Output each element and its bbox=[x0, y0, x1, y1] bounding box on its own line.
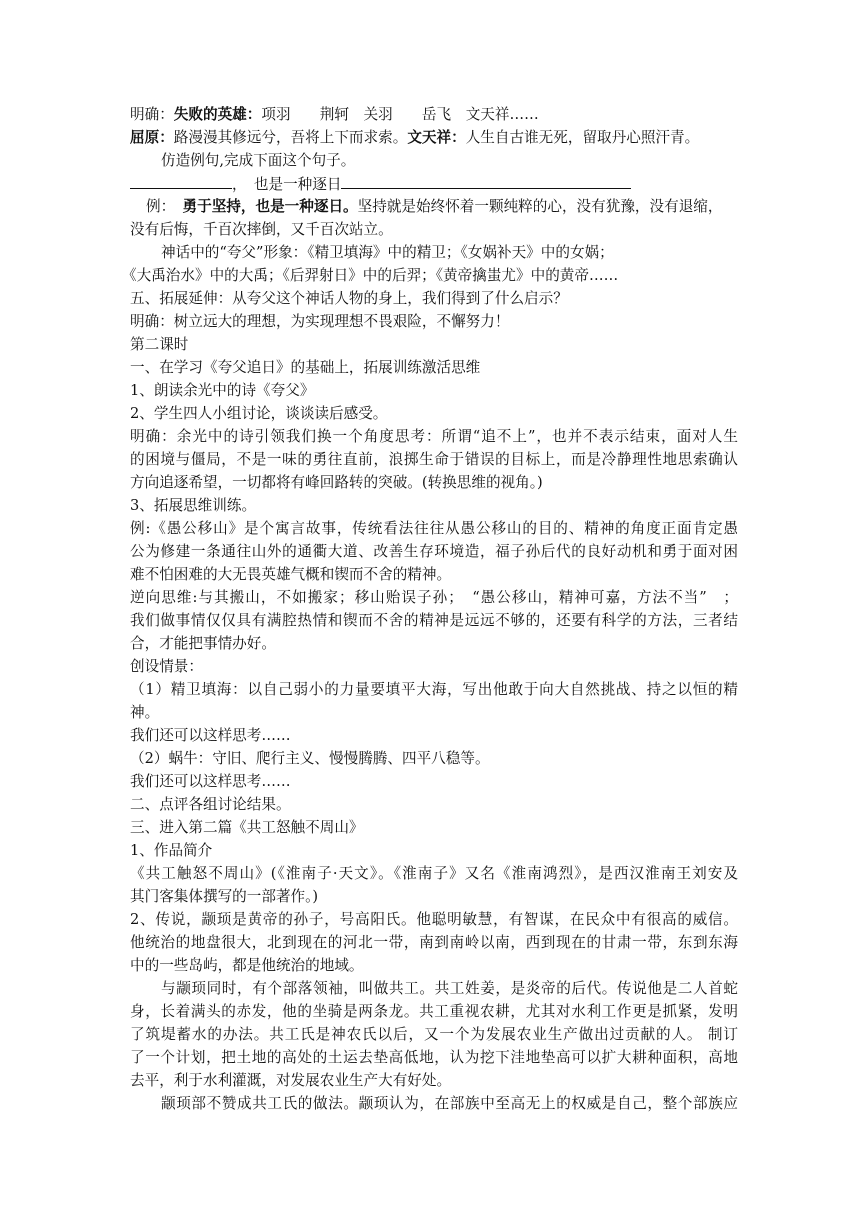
text: 人生自古谁无死，留取丹心照汗青。 bbox=[465, 129, 700, 146]
text-line: （1）精卫填海：以自己弱小的力量要填平大海，写出他敢于向大自然挑战、持之以恒的精 bbox=[130, 681, 738, 698]
text: 路漫漫其修远兮，吾将上下而求索。 bbox=[173, 129, 408, 146]
text-line: 公为修建一条通往山外的通衢大道、改善生存环境造，福子孙后代的良好动机和勇于面对困 bbox=[130, 543, 738, 560]
text-line: 的困境与僵局，不是一味的勇往直前，浪掷生命于错误的目标上，而是冷静理性地思索确认 bbox=[130, 451, 738, 468]
text-line: 神。 bbox=[130, 704, 160, 721]
bold-label: 勇于坚持，也是一种逐日。 bbox=[182, 198, 358, 215]
text: 明确： bbox=[130, 106, 174, 123]
text-line: 没有后悔，千百次摔倒，又千百次站立。 bbox=[130, 221, 393, 238]
text-line: 去平，利于水利灌溉，对发展农业生产大有好处。 bbox=[130, 1072, 452, 1089]
text-line: 了筑堤蓄水的办法。共工氏是神农氏以后，又一个为发展农业生产做出过贡献的人。 制订 bbox=[130, 1026, 738, 1043]
blank-line bbox=[130, 174, 232, 189]
text-line: 方向追逐希望，一切都将有峰回路转的突破。(转换思维的视角。) bbox=[130, 474, 543, 491]
bold-label: 文天祥： bbox=[407, 129, 466, 146]
paragraph-start: 与颛顼同时，有个部落领袖，叫做共工。共工姓姜，是炎帝的后代。传说他是二人首蛇 bbox=[161, 980, 738, 997]
text-line: （2）蜗牛：守旧、爬行主义、慢慢腾腾、四平八稳等。 bbox=[130, 750, 490, 767]
text-line: 3、拓展思维训练。 bbox=[130, 497, 257, 514]
section-heading: 二、点评各组讨论结果。 bbox=[130, 796, 291, 813]
text: 例： bbox=[146, 198, 168, 215]
text-line: 了一个计划，把土地的高处的土运去垫高低地，认为挖下洼地垫高可以扩大耕种面积，高地 bbox=[130, 1049, 738, 1066]
paragraph-start: 颛顼部不赞成共工氏的做法。颛顼认为，在部族中至高无上的权威是自己，整个部族应 bbox=[161, 1095, 738, 1112]
text-line: 我们还可以这样思考…… bbox=[130, 727, 291, 744]
text-line: 2、学生四人小组讨论，谈谈读后感受。 bbox=[130, 405, 388, 422]
fill-blank-line bbox=[130, 174, 631, 195]
text-line: 明确：余光中的诗引领我们换一个角度思考：所谓“追不上”，也并不表示结束，面对人生 bbox=[130, 428, 738, 445]
text-line: 神话中的“夸父”形象：《精卫填海》中的精卫；《女娲补天》中的女娲； bbox=[161, 244, 614, 261]
section-heading: 三、进入第二篇《共工怒触不周山》 bbox=[130, 819, 364, 836]
text-line: 难不怕困难的大无畏英雄气概和锲而不舍的精神。 bbox=[130, 566, 452, 583]
instruction: 仿造例句,完成下面这个句子。 bbox=[161, 152, 356, 169]
section-heading: 第二课时 bbox=[130, 336, 189, 353]
bold-label: 屈原： bbox=[130, 129, 174, 146]
bold-label: 失败的英雄： bbox=[173, 106, 262, 123]
answer-failed-heroes bbox=[130, 105, 539, 125]
text-line: 1、作品简介 bbox=[130, 842, 213, 859]
text-line: 我们做事情仅仅具有满腔热情和锲而不舍的精神是远远不够的，还要有科学的方法，三者结 bbox=[130, 612, 738, 629]
text-line: 合，才能把事情办好。 bbox=[130, 635, 276, 652]
text-line: 《大禹治水》中的大禹；《后羿射日》中的后羿；《黄帝擒蚩尤》中的黄帝…… bbox=[122, 267, 619, 284]
blank-line bbox=[341, 174, 631, 189]
text-line: 其门客集体撰写的一部著作。) bbox=[130, 888, 319, 905]
text-line: 明确：树立远大的理想，为实现理想不畏艰险，不懈努力！ bbox=[130, 313, 510, 330]
section-heading: 一、在学习《夸父追日》的基础上，拓展训练激活思维 bbox=[130, 359, 481, 376]
text-line: 创设情景： bbox=[130, 658, 203, 675]
text-line: 他统治的地盘很大，北到现在的河北一带，南到南岭以南，西到现在的甘肃一带，东到东海 bbox=[130, 934, 738, 951]
text: 项羽 荆轲 关羽 岳飞 文天祥…… bbox=[261, 106, 539, 123]
text-line: 我们还可以这样思考…… bbox=[130, 773, 291, 790]
text-line: 2、传说，颛顼是黄帝的孙子，号高阳氏。他聪明敏慧，有智谋，在民众中有很高的威信。 bbox=[130, 911, 738, 928]
section-heading: 五、拓展延伸：从夸父这个神话人物的身上，我们得到了什么启示？ bbox=[130, 290, 568, 307]
text-line: 例:《愚公移山》是个寓言故事，传统看法往往从愚公移山的目的、精神的角度正面肯定愚 bbox=[130, 520, 738, 537]
text-line: 逆向思维:与其搬山，不如搬家；移山贻误子孙； “愚公移山，精神可嘉，方法不当” ； bbox=[130, 589, 738, 606]
quote-line bbox=[130, 128, 699, 148]
text: ， 也是一种逐日 bbox=[232, 176, 342, 193]
text-line: 《共工触怒不周山》(《淮南子·天文》。《淮南子》又名《淮南鸿烈》，是西汉淮南王刘安及 bbox=[130, 865, 738, 882]
text: 坚持就是始终怀着一颗纯粹的心，没有犹豫，没有退缩， bbox=[357, 198, 723, 215]
text-line: 1、朗读余光中的诗《夸父》 bbox=[130, 382, 315, 399]
text-line: 中的一些岛屿，都是他统治的地域。 bbox=[130, 957, 364, 974]
text-line: 身，长着满头的赤发，他的坐骑是两条龙。共工重视农耕，尤其对水利工作更是抓紧，发明 bbox=[130, 1003, 738, 1020]
example-line bbox=[146, 197, 723, 217]
